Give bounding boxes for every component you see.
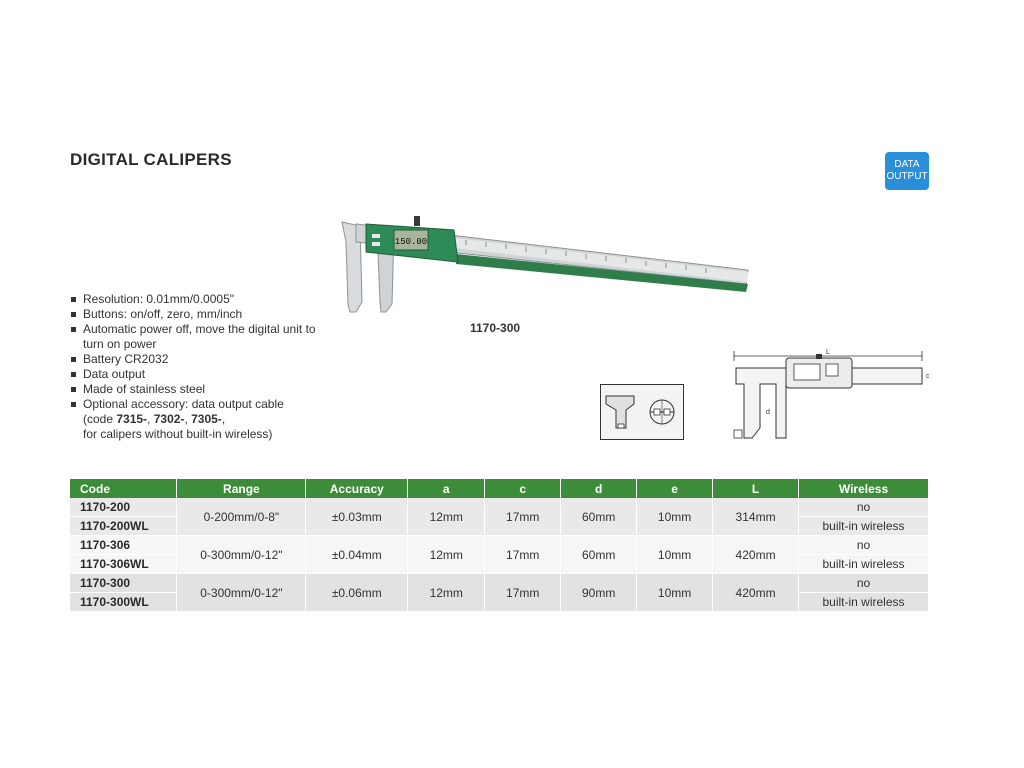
diagram-label-L: L (826, 349, 830, 356)
accessory-line-3: for calipers without built-in wireless) (83, 427, 273, 441)
header-d: d (561, 479, 637, 498)
cell-c: 17mm (485, 536, 561, 574)
cell-code: 1170-200WL (70, 517, 177, 536)
table-row (70, 536, 929, 555)
cell-code: 1170-300 (70, 574, 177, 593)
cell-wireless: no (799, 536, 929, 555)
caliper-product-image (336, 212, 756, 320)
data-output-badge (885, 152, 929, 190)
table-row (70, 498, 929, 517)
table-row (70, 574, 929, 593)
cell-c: 17mm (485, 498, 561, 536)
cell-d: 60mm (561, 536, 637, 574)
cell-wireless: built-in wireless (799, 517, 929, 536)
header-a: a (408, 479, 485, 498)
header-wireless: Wireless (799, 479, 929, 498)
cell-d: 90mm (561, 574, 637, 612)
cell-a: 12mm (408, 498, 485, 536)
feature-list (70, 292, 330, 442)
cell-c: 17mm (485, 574, 561, 612)
table-header-row (70, 479, 929, 498)
cell-wireless: built-in wireless (799, 593, 929, 612)
badge-line-2: OUTPUT (886, 171, 928, 182)
model-label: 1170-300 (470, 321, 521, 335)
cross-section-diagram (600, 384, 684, 440)
feature-item-accessory (70, 397, 330, 442)
cell-wireless: no (799, 574, 929, 593)
cell-accuracy: ±0.06mm (306, 574, 408, 612)
header-L: L (713, 479, 799, 498)
cell-wireless: no (799, 498, 929, 517)
cell-d: 60mm (561, 498, 637, 536)
cell-accuracy: ±0.03mm (306, 498, 408, 536)
feature-item: Resolution: 0.01mm/0.0005" (70, 292, 330, 307)
header-e: e (637, 479, 713, 498)
spec-table (70, 479, 929, 612)
feature-item: Data output (70, 367, 330, 382)
feature-item: Made of stainless steel (70, 382, 330, 397)
cell-code: 1170-306WL (70, 555, 177, 574)
feature-item: Automatic power off, move the digital unit to turn on power (70, 322, 330, 352)
diagram-label-d: d (766, 409, 770, 416)
cell-L: 420mm (713, 574, 799, 612)
accessory-code-prefix: (code (83, 412, 117, 426)
header-accuracy: Accuracy (306, 479, 408, 498)
cell-range: 0-200mm/0-8" (177, 498, 306, 536)
cell-a: 12mm (408, 574, 485, 612)
feature-item: Buttons: on/off, zero, mm/inch (70, 307, 330, 322)
dimension-diagram (726, 346, 930, 446)
cell-code: 1170-306 (70, 536, 177, 555)
feature-item: Battery CR2032 (70, 352, 330, 367)
cell-e: 10mm (637, 536, 713, 574)
cell-L: 314mm (713, 498, 799, 536)
cell-range: 0-300mm/0-12" (177, 574, 306, 612)
page-title: DIGITAL CALIPERS (70, 150, 232, 169)
display-reading: 150.00 (394, 237, 428, 247)
accessory-code-1: 7315- (116, 412, 148, 426)
cell-e: 10mm (637, 574, 713, 612)
accessory-line-1: Optional accessory: data output cable (83, 397, 284, 411)
accessory-code-suffix: , (221, 412, 226, 426)
diagram-label-c: c (926, 373, 930, 380)
header-c: c (485, 479, 561, 498)
accessory-sep-2: , (184, 412, 192, 426)
cell-code: 1170-200 (70, 498, 177, 517)
cell-L: 420mm (713, 536, 799, 574)
accessory-code-3: 7305- (191, 412, 222, 426)
header-code: Code (70, 479, 177, 498)
accessory-code-2: 7302- (153, 412, 185, 426)
cell-e: 10mm (637, 498, 713, 536)
accessory-sep-1: , (147, 412, 154, 426)
cell-range: 0-300mm/0-12" (177, 536, 306, 574)
header-range: Range (177, 479, 306, 498)
cell-a: 12mm (408, 536, 485, 574)
cell-accuracy: ±0.04mm (306, 536, 408, 574)
badge-line-1: DATA (894, 159, 920, 170)
cell-code: 1170-300WL (70, 593, 177, 612)
cell-wireless: built-in wireless (799, 555, 929, 574)
